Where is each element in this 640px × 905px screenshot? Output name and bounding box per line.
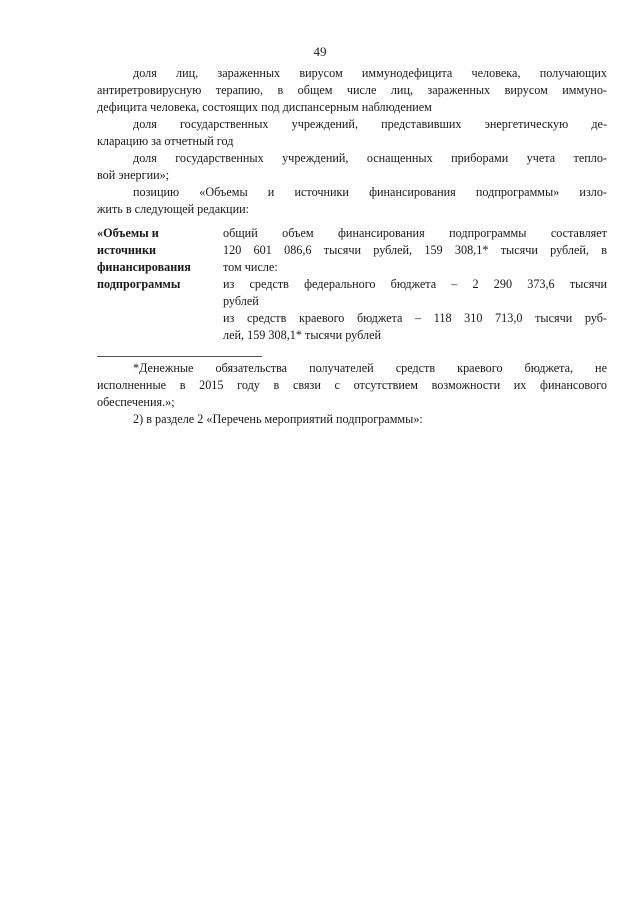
text-line: антиретровирусную терапию, в общем числе лиц, зараженных вирусом иммуно- [97, 83, 607, 97]
table-value-line: рублей [223, 294, 259, 308]
table-label-line: финансирования [97, 260, 191, 274]
footnote-line: *Денежные обязательства получателей средств краевого бюджета, не [133, 361, 607, 375]
financing-table-label [97, 225, 223, 344]
table-label-line: подпрограммы [97, 277, 181, 291]
text-line: вой энергии»; [97, 168, 170, 182]
footnote-separator [97, 356, 262, 357]
document-body [97, 65, 607, 428]
intro-paragraphs [97, 65, 607, 218]
text-line: доля государственных учреждений, представивших энергетическую де- [133, 117, 607, 131]
footnote-paragraphs [97, 360, 607, 428]
text-line: доля лиц, зараженных вирусом иммунодефицита человека, получающих [133, 66, 607, 80]
table-value-line: том числе: [223, 260, 278, 274]
table-label-line: «Объемы и [97, 226, 159, 240]
footnote-line: 2) в разделе 2 «Перечень мероприятий подпрограммы»: [133, 412, 423, 426]
page-number: 49 [313, 44, 327, 59]
text-line: кларацию за отчетный год [97, 134, 234, 148]
table-value-line: общий объем финансирования подпрограммы составляет [223, 226, 607, 240]
text-line: жить в следующей редакции: [97, 202, 250, 216]
table-value-line: 120 601 086,6 тысячи рублей, 159 308,1* тысячи рублей, в [223, 243, 607, 257]
table-value-line: из средств федерального бюджета – 2 290 373,6 тысячи [223, 277, 607, 291]
table-value-line: лей, 159 308,1* тысячи рублей [223, 328, 382, 342]
text-line: позицию «Объемы и источники финансирования подпрограммы» изло- [133, 185, 607, 199]
footnote-line: исполненные в 2015 году в связи с отсутствием возможности их финансового [97, 378, 607, 392]
footnote-line: обеспечения.»; [97, 395, 175, 409]
financing-table-value [223, 225, 607, 344]
text-line: дефицита человека, состоящих под диспансерным наблюдением [97, 100, 432, 114]
text-line: доля государственных учреждений, оснащенных приборами учета тепло- [133, 151, 607, 165]
table-value-line: из средств краевого бюджета – 118 310 713,0 тысячи руб- [223, 311, 607, 325]
table-label-line: источники [97, 243, 156, 257]
financing-table [97, 225, 607, 344]
